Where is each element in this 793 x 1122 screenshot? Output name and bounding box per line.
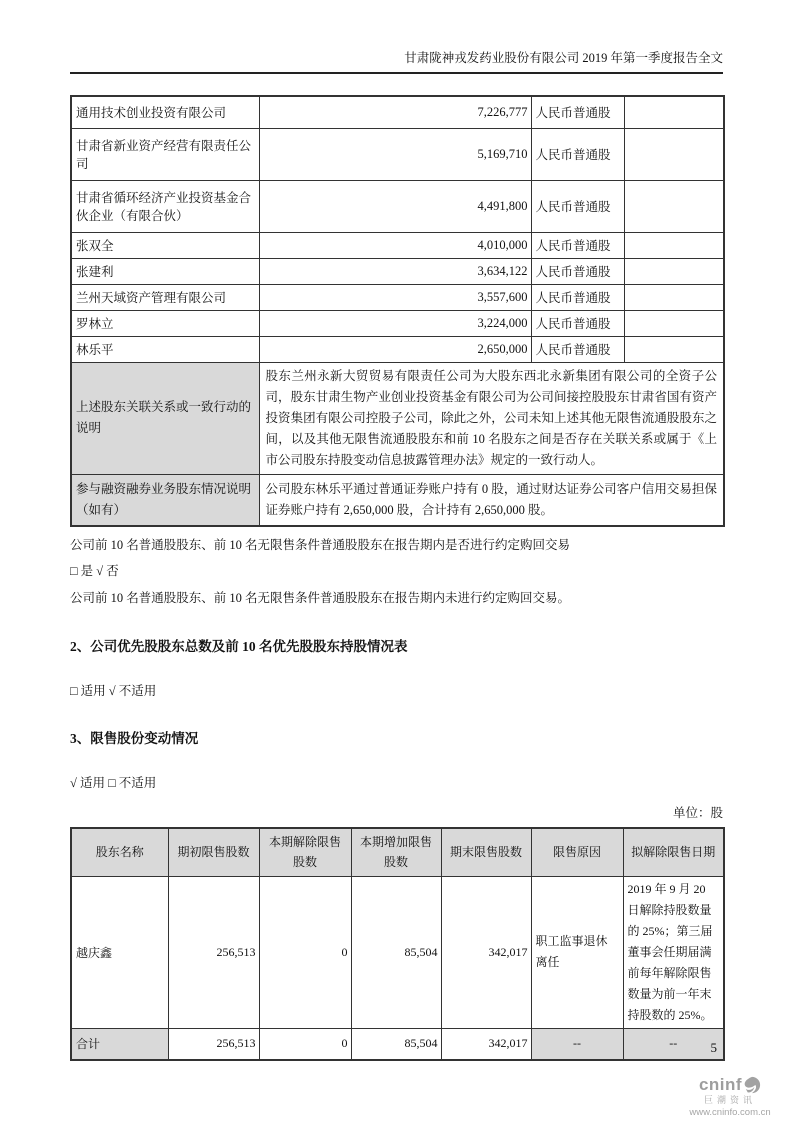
section3-title: 3、限售股份变动情况 [70, 731, 199, 746]
repurchase-yes-no-options: □ 是 √ 否 [70, 564, 119, 578]
share-type-cell: 人民币普通股 [531, 180, 624, 232]
repurchase-statement: 公司前 10 名普通股股东、前 10 名无限售条件普通股股东在报告期内未进行约定购回交易。 [70, 591, 571, 605]
cninfo-logo-row [675, 1076, 785, 1095]
total-initial-cell: 256,513 [168, 1028, 259, 1060]
total-added-cell: 85,504 [351, 1028, 441, 1060]
shareholder-name-cell: 张建利 [71, 258, 259, 284]
share-type-cell: 人民币普通股 [531, 96, 624, 128]
cninfo-swirl-icon [743, 1076, 761, 1094]
shares-held-cell: 2,650,000 [259, 336, 531, 362]
note-cell [624, 128, 724, 180]
note-cell [624, 284, 724, 310]
shareholder-row [71, 180, 724, 232]
margin-trading-text-cell: 公司股东林乐平通过普通证券账户持有 0 股，通过财达证券公司客户信用交易担保证券账户持有 2,650,000 股，合计持有 2,650,000 股。 [259, 474, 724, 526]
shares-held-cell: 4,491,800 [259, 180, 531, 232]
shareholder-name-cell: 张双全 [71, 232, 259, 258]
col-header-added: 本期增加限售股数 [351, 828, 441, 876]
margin-trading-label-cell: 参与融资融券业务股东情况说明（如有） [71, 474, 259, 526]
share-type-cell: 人民币普通股 [531, 336, 624, 362]
shareholder-name-cell: 甘肃省新业资产经营有限责任公司 [71, 128, 259, 180]
shareholder-row [71, 258, 724, 284]
initial-restricted-cell: 256,513 [168, 876, 259, 1028]
released-cell: 0 [259, 876, 351, 1028]
share-type-cell: 人民币普通股 [531, 128, 624, 180]
cninfo-logo-text: cninf [698, 1075, 743, 1094]
section2-applicability: □ 适用 √ 不适用 [70, 684, 157, 698]
total-label-cell: 合计 [71, 1028, 168, 1060]
page-header-title: 甘肃陇神戎发药业股份有限公司 2019 年第一季度报告全文 [70, 49, 723, 74]
restricted-shares-change-table [70, 827, 725, 1061]
share-type-cell: 人民币普通股 [531, 284, 624, 310]
shareholder-name-cell: 越庆鑫 [71, 876, 168, 1028]
related-parties-text-cell: 股东兰州永新大贸贸易有限责任公司为大股东西北永新集团有限公司的全资子公司，股东甘肃生物产业创业投资基金有限公司为公司间接控股股东甘肃省国有资产投资集团有限公司控股子公司，除此之外，公司未知上述其他无限售流通股股东之间，以及其他无限售流通股股东和前 10 名股东之间是否存在关联关系或属于《上市公司股东持股变动信息披露管理办法》规定的一致行动人。 [259, 362, 724, 474]
shares-held-cell: 3,224,000 [259, 310, 531, 336]
cninfo-logo-url: www.cninfo.com.cn [689, 1106, 771, 1118]
shareholder-row [71, 96, 724, 128]
total-ending-cell: 342,017 [441, 1028, 531, 1060]
note-cell [624, 310, 724, 336]
col-header-initial-restricted: 期初限售股数 [168, 828, 259, 876]
note-cell [624, 336, 724, 362]
shares-held-cell: 3,634,122 [259, 258, 531, 284]
top10-unrestricted-shareholders-table [70, 95, 725, 527]
col-header-release-date: 拟解除限售日期 [623, 828, 724, 876]
unit-label: 单位：股 [672, 806, 723, 820]
shares-held-cell: 7,226,777 [259, 96, 531, 128]
shareholder-name-cell: 林乐平 [71, 336, 259, 362]
section3-applicability: √ 适用 □ 不适用 [70, 776, 157, 790]
added-cell: 85,504 [351, 876, 441, 1028]
related-parties-row [71, 362, 724, 474]
shareholder-name-cell: 通用技术创业投资有限公司 [71, 96, 259, 128]
total-reason-cell: -- [531, 1028, 623, 1060]
note-cell [624, 180, 724, 232]
note-cell [624, 96, 724, 128]
shareholder-name-cell: 兰州天域资产管理有限公司 [71, 284, 259, 310]
note-cell [624, 232, 724, 258]
col-header-ending-restricted: 期末限售股数 [441, 828, 531, 876]
release-date-cell: 2019 年 9 月 20 日解除持股数量的 25%；第三届董事会任期届满前每年解除限售数量为前一年末持股数的 25%。 [623, 876, 724, 1028]
repurchase-question: 公司前 10 名普通股股东、前 10 名无限售条件普通股股东在报告期内是否进行约定购回交易 [70, 538, 571, 552]
shareholder-row [71, 128, 724, 180]
shares-held-cell: 3,557,600 [259, 284, 531, 310]
share-type-cell: 人民币普通股 [531, 258, 624, 284]
total-released-cell: 0 [259, 1028, 351, 1060]
shareholder-row [71, 336, 724, 362]
total-row [71, 1028, 724, 1060]
col-header-restriction-reason: 限售原因 [531, 828, 623, 876]
total-date-cell: -- [623, 1028, 724, 1060]
note-cell [624, 258, 724, 284]
shareholder-name-cell: 罗林立 [71, 310, 259, 336]
section2-title: 2、公司优先股股东总数及前 10 名优先股股东持股情况表 [70, 639, 408, 654]
col-header-released: 本期解除限售股数 [259, 828, 351, 876]
shareholder-row [71, 232, 724, 258]
shareholder-row [71, 284, 724, 310]
shares-held-cell: 4,010,000 [259, 232, 531, 258]
page-number: 5 [710, 1040, 717, 1055]
share-type-cell: 人民币普通股 [531, 232, 624, 258]
cninfo-logo-chinese-name: 巨潮资讯 [703, 1094, 756, 1105]
related-parties-label-cell: 上述股东关联关系或一致行动的说明 [71, 362, 259, 474]
restricted-shares-row [71, 876, 724, 1028]
shareholder-row [71, 310, 724, 336]
ending-restricted-cell: 342,017 [441, 876, 531, 1028]
cninfo-logo [675, 1076, 785, 1118]
shareholder-name-cell: 甘肃省循环经济产业投资基金合伙企业（有限合伙） [71, 180, 259, 232]
shares-held-cell: 5,169,710 [259, 128, 531, 180]
col-header-shareholder-name: 股东名称 [71, 828, 168, 876]
share-type-cell: 人民币普通股 [531, 310, 624, 336]
table-header-row [71, 828, 724, 876]
margin-trading-row [71, 474, 724, 526]
restriction-reason-cell: 职工监事退休离任 [531, 876, 623, 1028]
